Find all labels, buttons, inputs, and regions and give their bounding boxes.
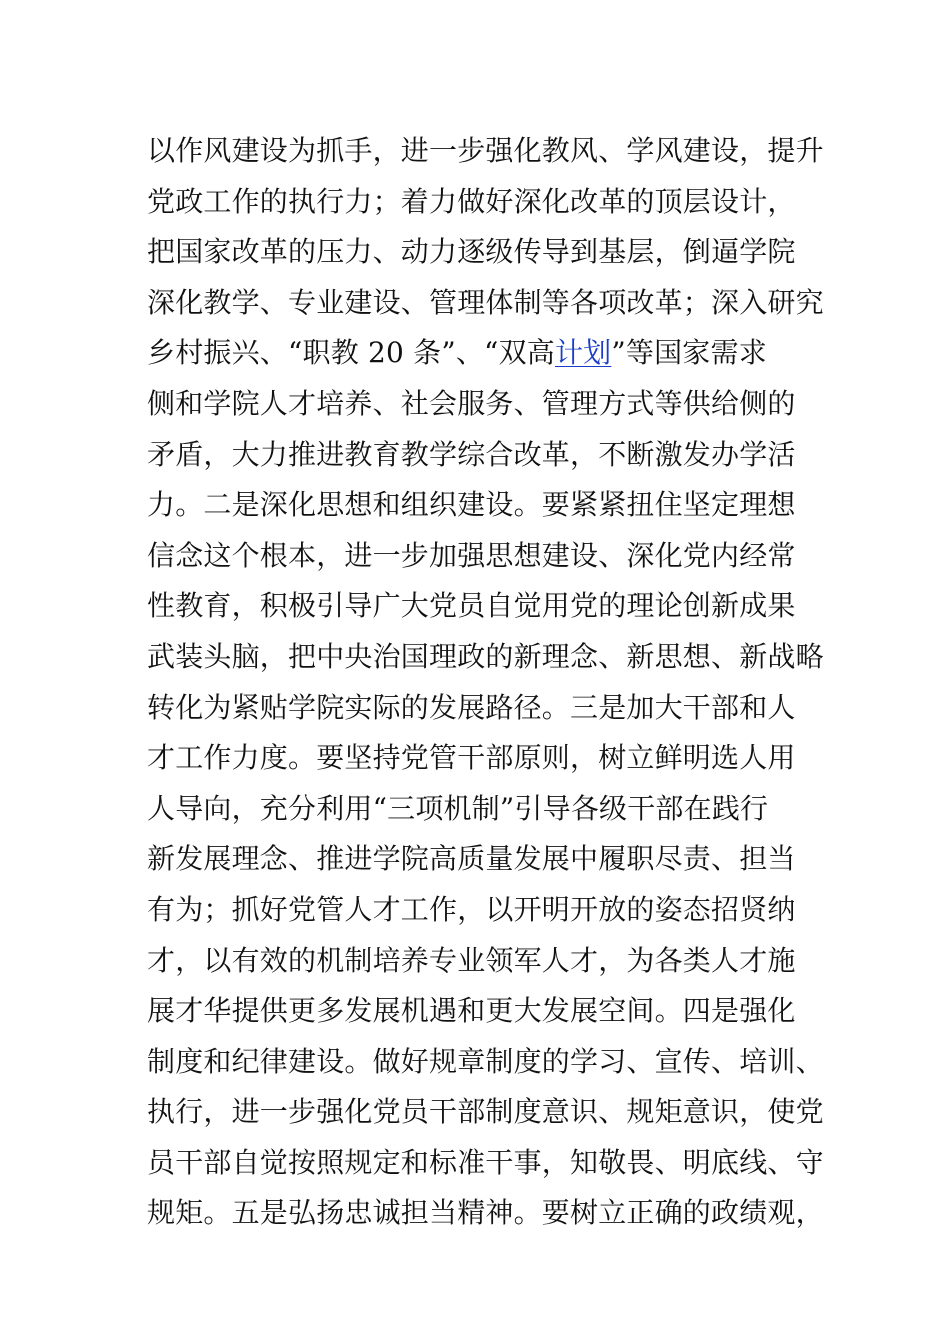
text-line-1: 以作风建设为抓手，进一步强化教风、学风建设，提升 <box>147 134 824 167</box>
text-line-8: 力。二是深化思想和组织建设。要紧紧扭住坚定理想 <box>147 488 796 522</box>
text-line-7: 矛盾，大力推进教育教学综合改革，不断激发办学活 <box>147 437 796 471</box>
text-line-19: 制度和纪律建设。做好规章制度的学习、宣传、培训、 <box>147 1044 824 1078</box>
text-line-2: 党政工作的执行力；着力做好深化改革的顶层设计， <box>147 184 796 218</box>
text-line-13: 才工作力度。要坚持党管干部原则，树立鲜明选人用 <box>147 741 796 775</box>
text-line-18: 展才华提供更多发展机遇和更大发展空间。四是强化 <box>147 994 796 1028</box>
plan-link[interactable]: 计划 <box>554 336 612 370</box>
document-body <box>147 126 824 1239</box>
text-line-6: 侧和学院人才培养、社会服务、管理方式等供给侧的 <box>147 386 796 420</box>
text-line-4: 深化教学、专业建设、管理体制等各项改革；深入研究 <box>147 285 824 319</box>
text-line-5 <box>147 328 812 379</box>
text-line-11: 武装头脑，把中央治国理政的新理念、新思想、新战略 <box>147 639 824 673</box>
text-line-21: 员干部自觉按照规定和标准干事，知敬畏、明底线、守 <box>147 1145 824 1179</box>
text-line-17: 才，以有效的机制培养专业领军人才，为各类人才施 <box>147 943 796 977</box>
text-line-22: 规矩。五是弘扬忠诚担当精神。要树立正确的政绩观， <box>147 1196 824 1230</box>
text-line-5-start: 乡村振兴、“职教 20 条”、“双高 <box>147 336 555 370</box>
text-line-9: 信念这个根本，进一步加强思想建设、深化党内经常 <box>147 538 796 572</box>
text-line-16: 有为；抓好党管人才工作，以开明开放的姿态招贤纳 <box>147 892 796 926</box>
text-line-12: 转化为紧贴学院实际的发展路径。三是加大干部和人 <box>147 690 796 724</box>
text-line-10: 性教育，积极引导广大党员自觉用党的理论创新成果 <box>147 589 796 623</box>
text-line-15: 新发展理念、推进学院高质量发展中履职尽责、担当 <box>147 842 796 876</box>
text-line-3: 把国家改革的压力、动力逐级传导到基层，倒逼学院 <box>147 235 796 269</box>
text-line-20: 执行，进一步强化党员干部制度意识、规矩意识，使党 <box>147 1095 824 1129</box>
text-line-14: 人导向，充分利用“三项机制”引导各级干部在践行 <box>147 791 769 825</box>
text-line-5-end: ”等国家需求 <box>611 336 767 370</box>
